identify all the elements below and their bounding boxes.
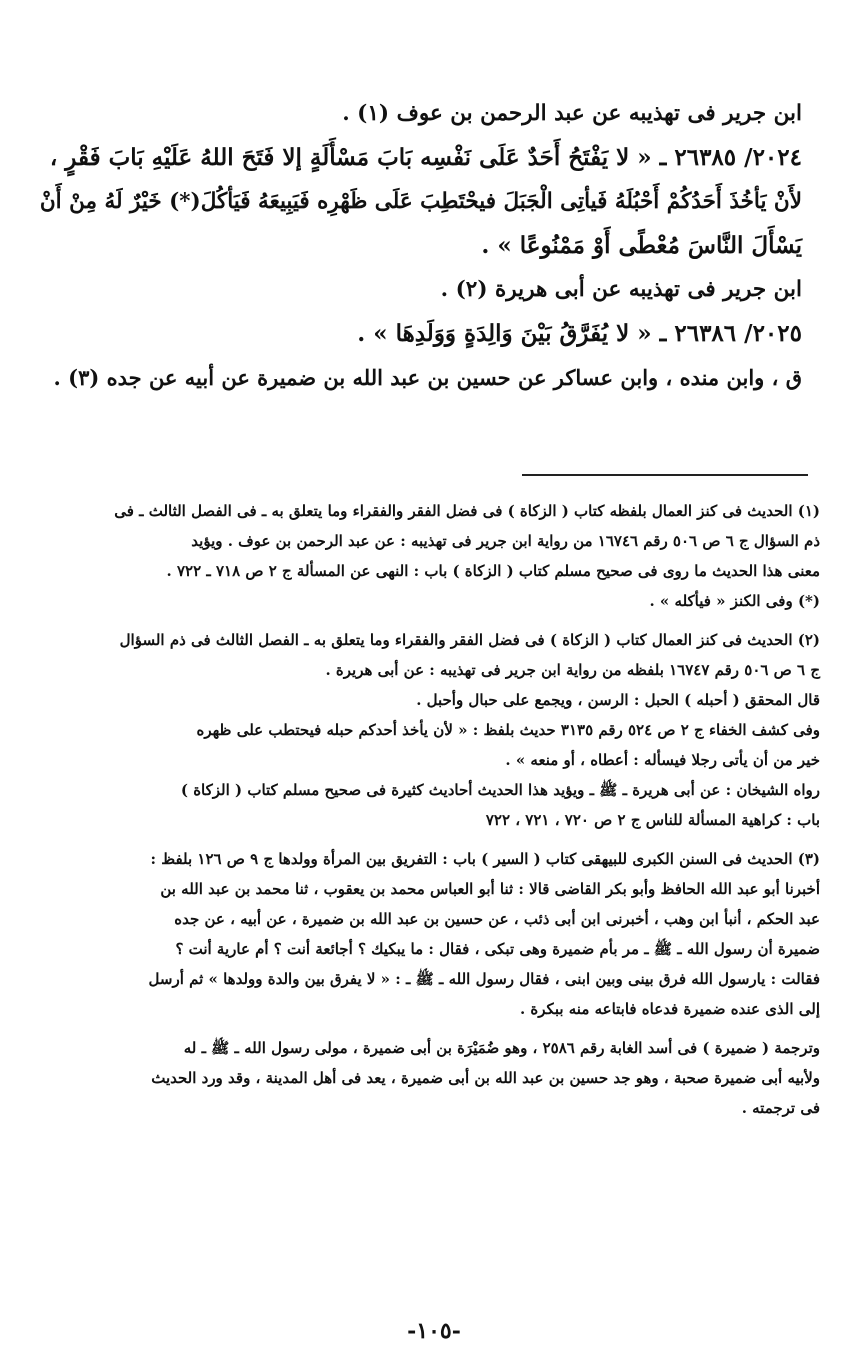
hadith-2024-line-3: يَسْأَلَ النَّاسَ مُعْطًى أَوْ مَمْنُوعًا » . xyxy=(481,232,802,259)
footnote-line: وترجمة ( ضميرة ) فى أسد الغابة رقم ٢٥٨٦ ، وهو ضُمَيْرَة بن أبى ضميرة ، مولى رسول الله ـ ﷺ ـ له xyxy=(183,1039,820,1057)
footnote-1 xyxy=(40,496,820,616)
footnote-line: فقالت : يارسول الله فرق بينى وبين ابنى ، فقال رسول الله ـ ﷺ ـ : « لا يفرق بين والدة وولدها » ثم أرسل xyxy=(148,970,820,988)
footnote-line: رواه الشيخان : عن أبى هريرة ـ ﷺ ـ ويؤيد هذا الحديث أحاديث كثيرة فى صحيح مسلم كتاب ( الزكاة ) xyxy=(180,781,820,799)
main-text xyxy=(40,92,802,400)
footnote-3 xyxy=(40,844,820,1024)
footnote-line: (٢) الحديث فى كنز العمال كتاب ( الزكاة ) فى فضل الفقر والفقراء وما يتعلق به ـ الفصل الثالث فى ذم السؤال xyxy=(119,631,820,649)
footnote-line: عبد الحكم ، أنبأ ابن وهب ، أخبرنى ابن أبى ذئب ، عن حسين بن عبد الله بن ضميرة ، عن أبيه ، عن جده xyxy=(174,910,820,928)
footnote-line: (*) وفى الكنز « فيأكله » . xyxy=(649,592,820,610)
footnote-line: فى ترجمته . xyxy=(741,1099,820,1117)
source-line-3: ق ، وابن منده ، وابن عساكر عن حسين بن عبد الله بن ضميرة عن أبيه عن جده (٣) . xyxy=(53,365,802,390)
footnote-line: أخبرنا أبو عبد الله الحافظ وأبو بكر القاضى قالا : ثنا أبو العباس محمد بن يعقوب ، ثنا محمد بن عبد الله بن xyxy=(160,880,820,898)
footnote-divider xyxy=(522,474,808,476)
footnote-line: ذم السؤال ج ٦ ص ٥٠٦ رقم ١٦٧٤٦ من رواية ابن جرير فى تهذيبه : عن عبد الرحمن بن عوف . ويؤيد xyxy=(191,532,820,550)
footnote-2 xyxy=(40,625,820,835)
footnote-line: إلى الذى عنده ضميرة فدعاه فابتاعه منه ببكرة . xyxy=(519,1000,820,1018)
footnote-line: باب : كراهية المسألة للناس ج ٢ ص ٧٢٠ ، ٧٢١ ، ٧٢٢ xyxy=(485,811,820,829)
hadith-2024-line-2: لأَنْ يَأخُذَ أَحَدُكُمْ أَحْبُلَهُ فَيأتِى الْجَبَلَ فيحْتَطِبَ عَلَى ظَهْرِه فَيَبِيعَهُ فَيَأكُلَ(*) خَيْرٌ لَهُ مِنْ أَنْ xyxy=(39,189,802,214)
footnote-line: معنى هذا الحديث ما روى فى صحيح مسلم كتاب ( الزكاة ) باب : النهى عن المسألة ج ٢ ص ٧١٨ ـ ٧٢٢ . xyxy=(166,562,820,580)
footnote-line: ج ٦ ص ٥٠٦ رقم ١٦٧٤٧ بلفظه من رواية ابن جرير فى تهذيبه : عن أبى هريرة . xyxy=(325,661,820,679)
footnotes xyxy=(40,496,820,1132)
footnote-line: (١) الحديث فى كنز العمال بلفظه كتاب ( الزكاة ) فى فضل الفقر والفقراء وما يتعلق به ـ فى الفصل الثالث ـ فى xyxy=(114,502,820,520)
hadith-2025: ٢٠٢٥/ ٢٦٣٨٦ ـ « لا يُفَرَّقُ بَيْنَ وَالِدَةٍ وَوَلَدِهَا » . xyxy=(357,320,802,347)
hadith-2024-line-1: ٢٠٢٤/ ٢٦٣٨٥ ـ « لا يَفْتَحُ أَحَدٌ عَلَى نَفْسِه بَابَ مَسْأَلَةٍ إلا فَتَحَ اللهُ عَلَيْهِ بَابَ فَقْرٍ ، xyxy=(49,144,802,171)
footnote-line: ضميرة أن رسول الله ـ ﷺ ـ مر بأم ضميرة وهى تبكى ، فقال : ما يبكيك ؟ أجائعة أنت ؟ أم عارية أنت ؟ xyxy=(175,940,820,958)
footnote-line: وفى كشف الخفاء ج ٢ ص ٥٢٤ رقم ٣١٣٥ حديث بلفظ : « لأن يأخذ أحدكم حبله فيحتطب على ظهره xyxy=(196,721,820,739)
footnote-3-biography xyxy=(40,1033,820,1123)
source-line-2: ابن جرير فى تهذيبه عن أبى هريرة (٢) . xyxy=(440,277,802,302)
footnote-line: (٣) الحديث فى السنن الكبرى للبيهقى كتاب ( السير ) باب : التفريق بين المرأة وولدها ج ٩ ص ١٢٦ بلفظ : xyxy=(150,850,820,868)
page-number: -١٠٥- xyxy=(407,1318,461,1344)
footnote-line: خير من أن يأتى رجلا فيسأله : أعطاه ، أو منعه » . xyxy=(505,751,820,769)
footnote-line: قال المحقق ( أحبله ) الحبل : الرسن ، ويجمع على حبال وأحبل . xyxy=(416,691,820,709)
source-line-1: ابن جرير فى تهذيبه عن عبد الرحمن بن عوف (١) . xyxy=(342,101,802,126)
footnote-line: ولأبيه أبى ضميرة صحبة ، وهو جد حسين بن عبد الله بن أبى ضميرة ، يعد فى أهل المدينة ، وقد ورد الحديث xyxy=(151,1069,820,1087)
